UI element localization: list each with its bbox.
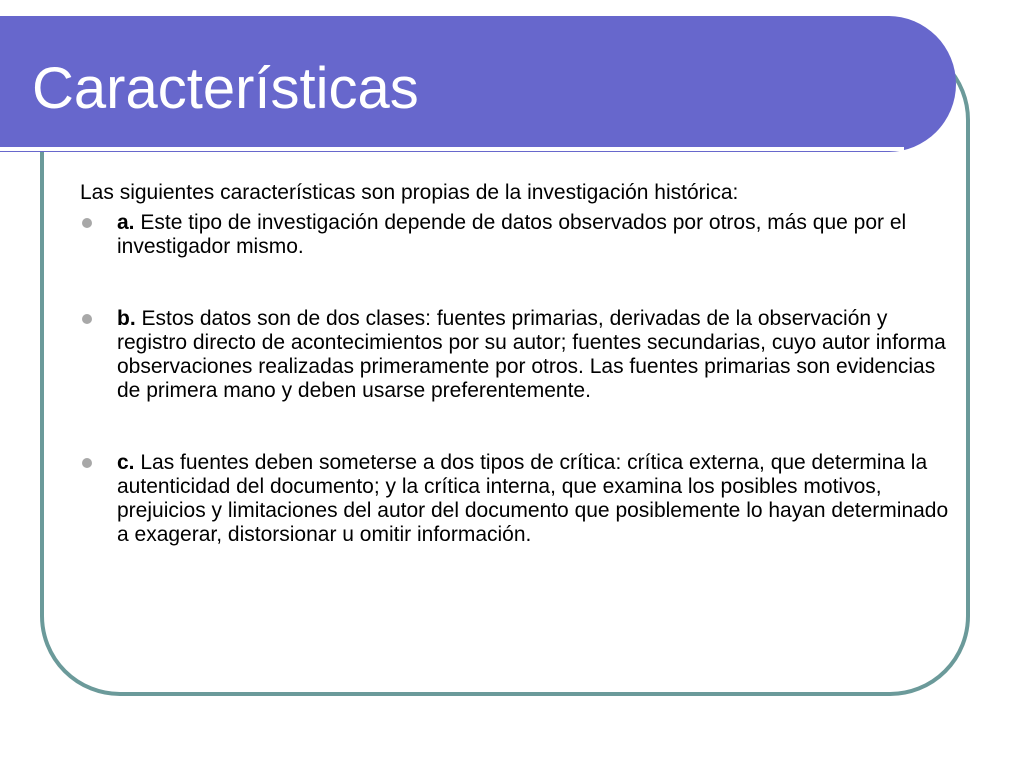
bullet-item-c <box>80 451 950 547</box>
slide-title: Características <box>32 56 419 121</box>
bullet-text: Este tipo de investigación depende de datos observados por otros, más que por el investigador mismo. <box>117 211 907 258</box>
bullet-marker: a. <box>117 211 135 234</box>
bullet-text: Estos datos son de dos clases: fuentes primarias, derivadas de la observación y registro directo de acontecimientos por su autor; fuentes secundarias, cuyo autor informa observaciones realizadas primeramente por otros. Las fuentes primarias son evidencias de primera mano y deben usarse preferentemente. <box>117 307 946 402</box>
bullet-item-a <box>80 211 950 259</box>
bullet-dot-icon <box>82 314 92 324</box>
bullet-text: Las fuentes deben someterse a dos tipos de crítica: crítica externa, que determina la autenticidad del documento; y la crítica interna, que examina los posibles motivos, prejuicios y limitaciones del autor del documento que posiblemente lo hayan determinado a exagerar, distorsionar u omitir información. <box>117 451 949 546</box>
bullet-dot-icon <box>82 458 92 468</box>
bullet-marker: b. <box>117 307 136 330</box>
intro-text: Las siguientes características son propias de la investigación histórica: <box>80 181 739 204</box>
bullet-dot-icon <box>82 218 92 228</box>
bullet-marker: c. <box>117 451 135 474</box>
bullet-item-b <box>80 307 950 403</box>
slide-body <box>80 181 950 595</box>
title-bar <box>0 16 956 152</box>
title-underline <box>0 147 904 151</box>
bullet-list <box>80 211 950 547</box>
